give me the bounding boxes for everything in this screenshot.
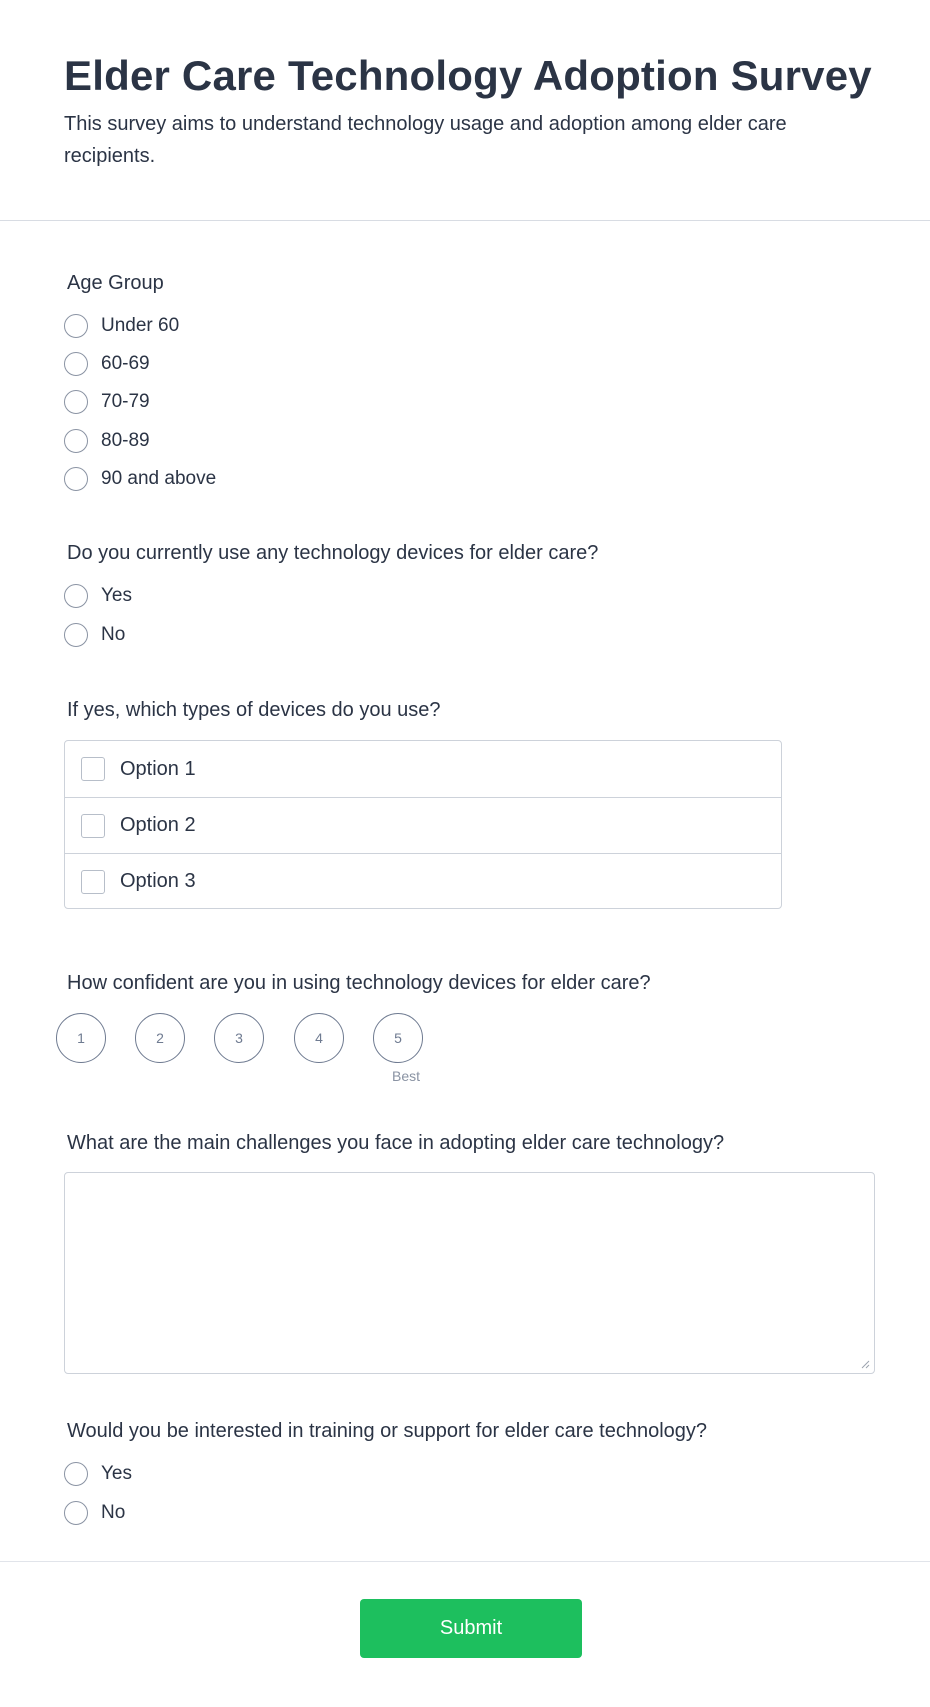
radio-option-label: Under 60 — [101, 315, 180, 336]
radio-circle[interactable] — [64, 390, 88, 414]
rating-option-3[interactable]: 3 — [214, 1013, 264, 1063]
radio-circle[interactable] — [64, 584, 88, 608]
radio-circle[interactable] — [64, 623, 88, 647]
radio-option-label: 60-69 — [101, 353, 150, 374]
question-devices-label: If yes, which types of devices do you use? — [67, 699, 441, 721]
device-options-list — [64, 740, 782, 909]
radio-option-label: Yes — [101, 585, 132, 606]
question-use-label: Do you currently use any technology devices for elder care? — [67, 542, 599, 564]
checkbox-option-1[interactable] — [65, 741, 781, 797]
rating-option-5[interactable]: 5 — [373, 1013, 423, 1063]
radio-option-training-yes[interactable] — [64, 1461, 132, 1487]
radio-circle[interactable] — [64, 429, 88, 453]
rating-option-4[interactable]: 4 — [294, 1013, 344, 1063]
radio-option-label: 90 and above — [101, 468, 217, 489]
checkbox-option-2[interactable] — [65, 797, 781, 853]
question-training-label: Would you be interested in training or support for elder care technology? — [67, 1420, 708, 1442]
resize-handle-icon[interactable] — [860, 1359, 870, 1369]
checkbox[interactable] — [81, 870, 105, 894]
radio-option-use-yes[interactable] — [64, 583, 132, 609]
radio-circle[interactable] — [64, 352, 88, 376]
radio-option-label: 70-79 — [101, 391, 150, 412]
radio-option-label: No — [101, 624, 126, 645]
radio-circle[interactable] — [64, 467, 88, 491]
radio-option-80-89[interactable] — [64, 428, 150, 454]
radio-option-60-69[interactable] — [64, 351, 150, 377]
question-challenges-label: What are the main challenges you face in adopting elder care technology? — [67, 1132, 725, 1154]
radio-option-label: Yes — [101, 1463, 132, 1484]
radio-option-label: No — [101, 1502, 126, 1523]
radio-circle[interactable] — [64, 314, 88, 338]
survey-header — [0, 0, 930, 221]
checkbox-option-label: Option 1 — [120, 757, 196, 780]
checkbox[interactable] — [81, 757, 105, 781]
radio-circle[interactable] — [64, 1462, 88, 1486]
rating-best-label: Best — [392, 1068, 421, 1084]
submit-button[interactable]: Submit — [360, 1599, 582, 1658]
radio-option-use-no[interactable] — [64, 622, 125, 648]
radio-option-70-79[interactable] — [64, 389, 150, 415]
rating-option-1[interactable]: 1 — [56, 1013, 106, 1063]
challenges-textarea[interactable] — [64, 1172, 875, 1374]
footer-divider — [0, 1561, 930, 1562]
checkbox[interactable] — [81, 814, 105, 838]
radio-option-under-60[interactable] — [64, 313, 179, 339]
radio-option-label: 80-89 — [101, 430, 150, 451]
page-title: Elder Care Technology Adoption Survey — [64, 52, 872, 99]
question-age-label: Age Group — [67, 272, 164, 294]
radio-circle[interactable] — [64, 1501, 88, 1525]
rating-option-2[interactable]: 2 — [135, 1013, 185, 1063]
question-confidence-label: How confident are you in using technology devices for elder care? — [67, 972, 651, 994]
radio-option-90-above[interactable] — [64, 466, 216, 492]
checkbox-option-label: Option 2 — [120, 814, 196, 836]
radio-option-training-no[interactable] — [64, 1500, 125, 1526]
page-subtitle: This survey aims to understand technology usage and adoption among elder care recipients. — [64, 113, 787, 167]
checkbox-option-3[interactable] — [65, 853, 781, 909]
checkbox-option-label: Option 3 — [120, 870, 196, 892]
